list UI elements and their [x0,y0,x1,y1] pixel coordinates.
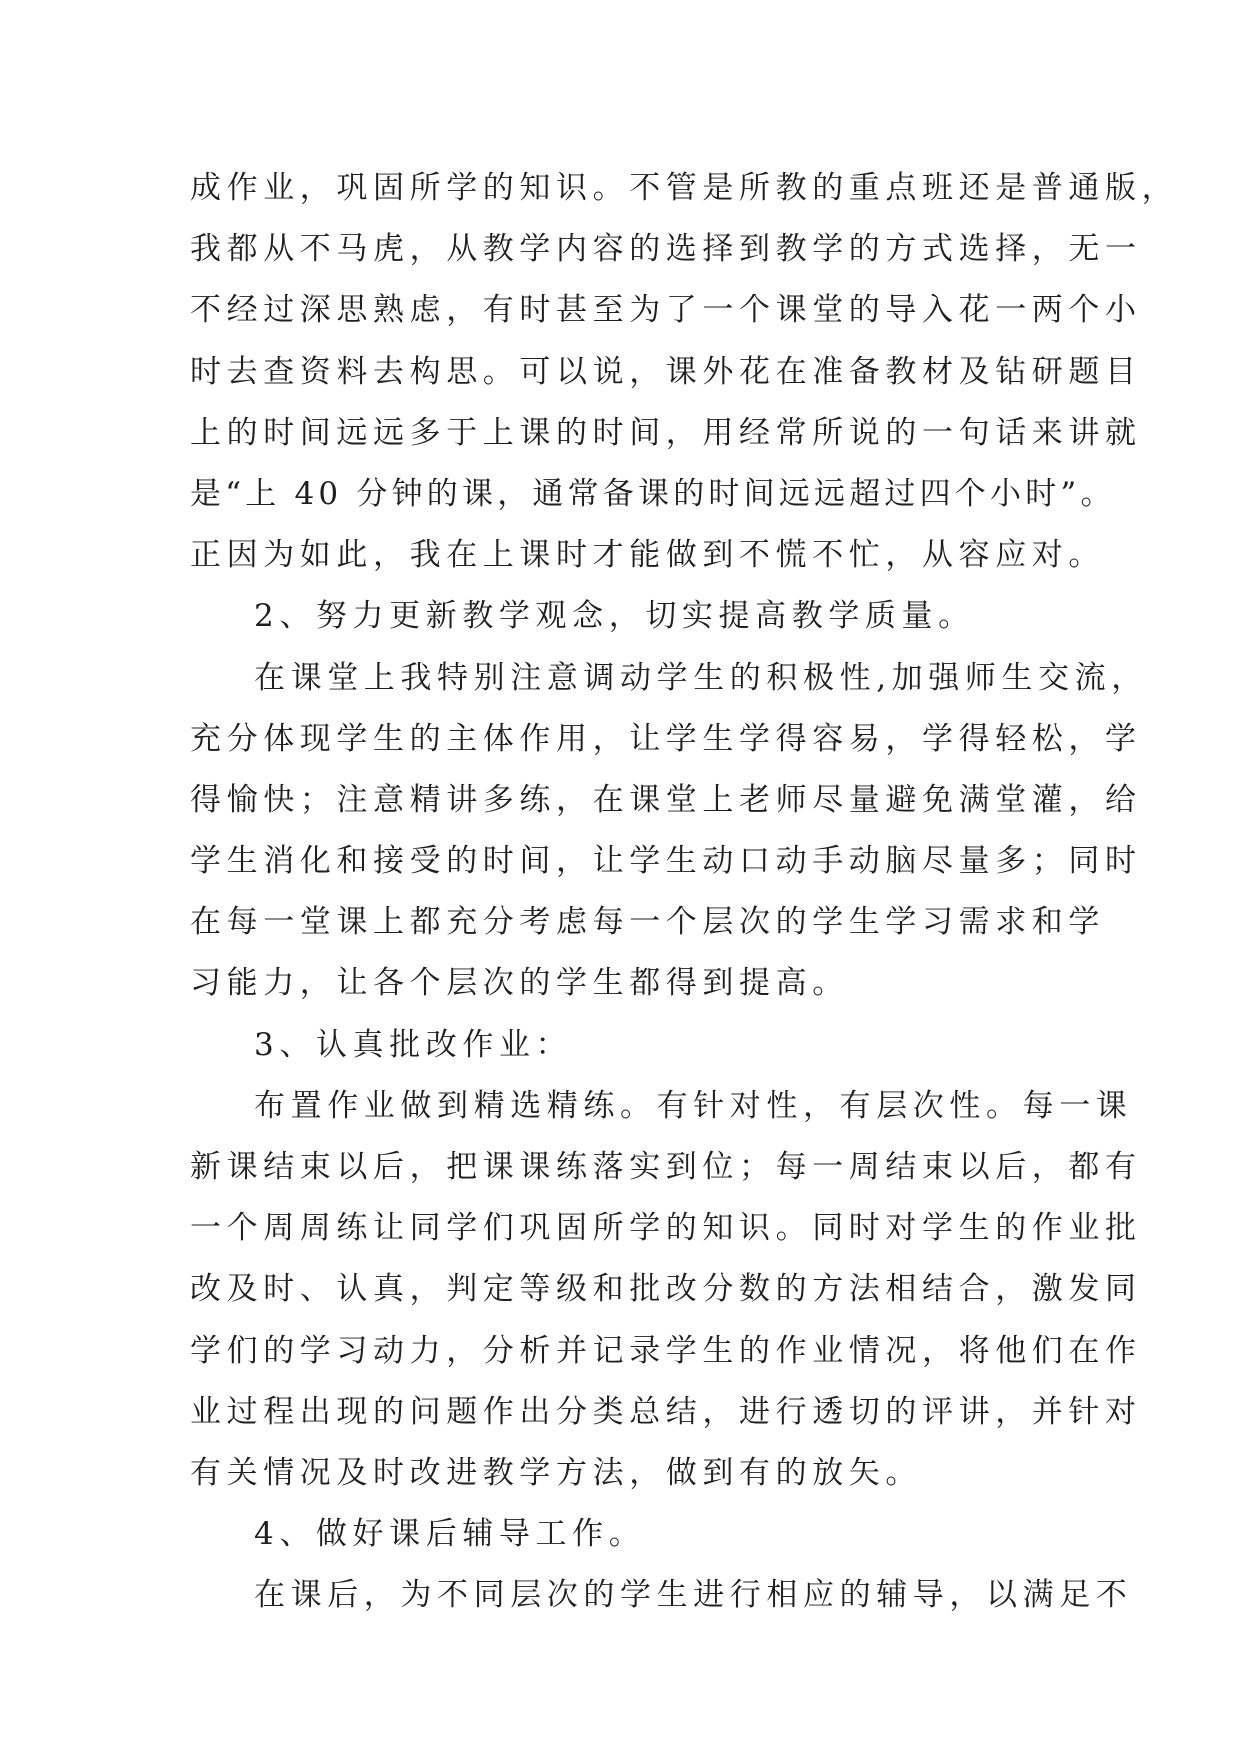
text-line: 上的时间远远多于上课的时间，用经常所说的一句话来讲就 [190,414,1142,451]
text-line: 是“上 40 分钟的课，通常备课的时间远远超过四个小时”。 [190,475,1116,512]
text-line: 得愉快；注意精讲多练，在课堂上老师尽量避免满堂灌，给 [190,781,1142,818]
text-line: 新课结束以后，把课课练落实到位；每一周结束以后，都有 [190,1149,1142,1185]
text-line: 正因为如此，我在上课时才能做到不慌不忙，从容应对。 [190,537,1105,574]
document-body [190,158,1179,1627]
text-line: 在课后，为不同层次的学生进行相应的辅导，以满足不 [254,1577,1133,1614]
text-line: 布置作业做到精选精练。有针对性，有层次性。每一课 [254,1087,1133,1124]
text-line: 在课堂上我特别注意调动学生的积极性,加强师生交流， [254,659,1148,696]
text-line: 在每一堂课上都充分考虑每一个层次的学生学习需求和学 [190,904,1105,941]
section-heading: 4、做好课后辅导工作。 [254,1516,646,1553]
text-line: 成作业，巩固所学的知识。不管是所教的重点班还是普通版， [190,170,1179,206]
text-line: 改及时、认真，判定等级和批改分数的方法相结合，激发同 [190,1271,1142,1308]
text-line: 我都从不马虎，从教学内容的选择到教学的方式选择，无一 [190,231,1142,268]
section-heading: 3、认真批改作业： [254,1026,573,1063]
text-line: 业过程出现的问题作出分类总结，进行透切的评讲，并针对 [190,1393,1142,1430]
text-line: 不经过深思熟虑，有时甚至为了一个课堂的导入花一两个小 [190,292,1142,329]
text-line: 一个周周练让同学们巩固所学的知识。同时对学生的作业批 [190,1210,1142,1247]
text-line: 学们的学习动力，分析并记录学生的作业情况，将他们在作 [190,1332,1142,1369]
section-heading: 2、努力更新教学观念，切实提高教学质量。 [254,598,975,635]
text-line: 学生消化和接受的时间，让学生动口动手动脑尽量多；同时 [190,843,1142,880]
text-line: 有关情况及时改进教学方法，做到有的放矢。 [190,1454,922,1491]
text-line: 充分体现学生的主体作用，让学生学得容易，学得轻松，学 [190,720,1142,757]
text-line: 习能力，让各个层次的学生都得到提高。 [190,965,849,1002]
text-line: 时去查资料去构思。可以说，课外花在准备教材及钻研题目 [190,353,1142,390]
